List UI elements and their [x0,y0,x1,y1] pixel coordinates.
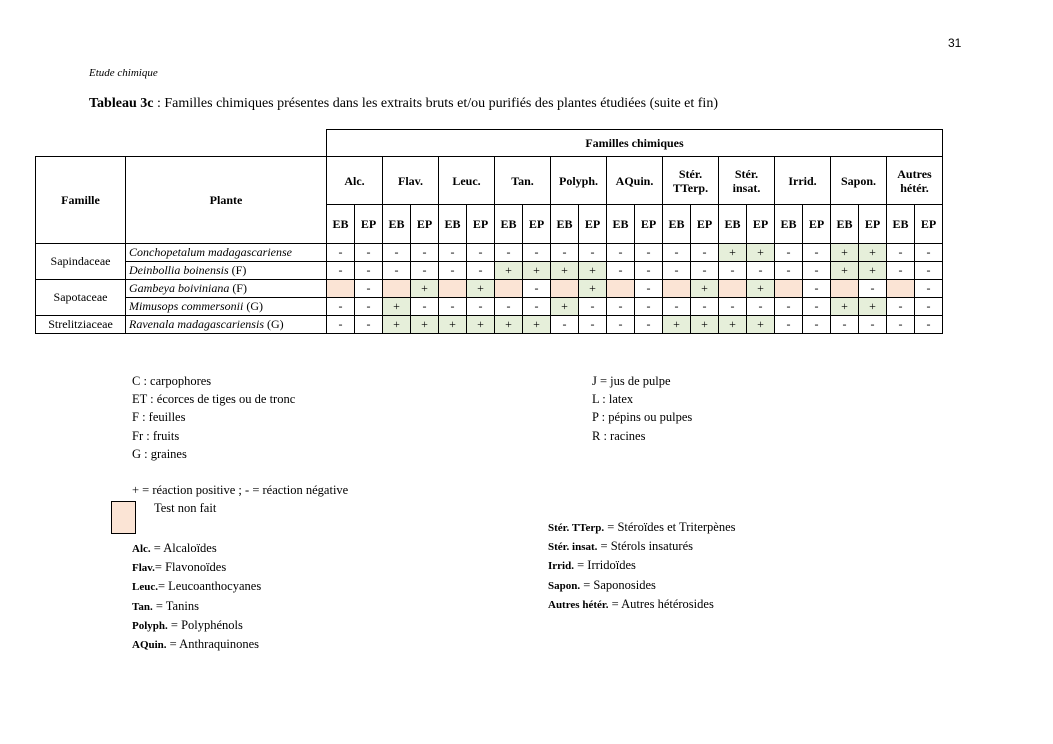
result-cell: - [663,244,691,262]
result-cell: - [635,244,663,262]
abbrev-term: AQuin. [132,639,167,652]
header-blank [36,130,327,157]
result-cell [439,280,467,298]
result-cell: - [831,316,859,334]
result-cell: - [579,244,607,262]
legend-line: C : carpophores [132,374,212,388]
result-cell: - [887,262,915,280]
result-cell: + [719,316,747,334]
result-cell: - [887,244,915,262]
result-cell: - [523,244,551,262]
result-cell: - [775,244,803,262]
result-cell: - [607,298,635,316]
abbrev-sep: = [580,577,594,592]
subcol-header: EP [859,205,887,244]
result-cell: - [411,244,439,262]
not-done-swatch [111,501,136,534]
legend-line: Fr : fruits [132,428,180,443]
abbrev-definition: Anthraquinones [179,637,260,652]
result-cell: - [859,280,887,298]
result-cell: - [355,316,383,334]
result-cell: + [467,316,495,334]
result-cell: - [747,298,775,316]
result-cell: - [411,298,439,316]
group-header: Autres hétér. [887,157,943,205]
abbrev-line [548,595,736,614]
abbrev-legend-left [132,539,261,654]
result-cell: - [775,262,803,280]
table-row [36,280,943,298]
group-header: Stér. TTerp. [663,157,719,205]
abbrev-sep: = [597,539,611,554]
result-cell: - [551,244,579,262]
running-head: Etude chimique [89,67,158,79]
plant-cell [126,280,327,298]
abbrev-definition: Saponosides [593,577,656,592]
abbrev-line [132,597,261,616]
subcol-header: EP [523,205,551,244]
plant-cell [126,316,327,334]
result-cell: - [803,280,831,298]
subcol-header: EB [551,205,579,244]
plant-name: Gambeya boiviniana [129,281,230,295]
result-cell: - [635,298,663,316]
plant-cell [126,298,327,316]
subcol-header: EP [691,205,719,244]
result-cell: - [495,244,523,262]
result-cell: - [691,298,719,316]
family-cell: Sapotaceae [36,280,126,316]
result-cell: - [859,316,887,334]
result-cell: - [579,298,607,316]
group-header: AQuin. [607,157,663,205]
abbrev-definition: Autres hétérosides [621,596,714,611]
plant-organ: (G) [263,317,284,331]
abbrev-definition: Polyphénols [181,617,243,632]
subcol-header: EB [663,205,691,244]
result-cell: - [327,298,355,316]
subcol-header: EP [579,205,607,244]
abbrev-line [132,539,261,558]
group-header: Polyph. [551,157,607,205]
result-cell: - [355,280,383,298]
plant-cell [126,244,327,262]
subcol-header: EP [411,205,439,244]
abbrev-sep: = [152,598,166,613]
result-cell: - [775,298,803,316]
result-cell: + [495,316,523,334]
group-header: Stér. insat. [719,157,775,205]
result-cell: - [915,262,943,280]
result-cell: - [915,244,943,262]
result-cell [887,280,915,298]
result-cell: - [523,280,551,298]
group-header: Leuc. [439,157,495,205]
result-cell: - [635,280,663,298]
result-cell: + [551,298,579,316]
abbrev-line [548,518,736,537]
result-cell: - [803,316,831,334]
subcol-header: EB [775,205,803,244]
result-cell: - [719,298,747,316]
result-cell: + [831,298,859,316]
legend-line: R : racines [592,428,646,443]
result-cell: - [467,298,495,316]
result-cell: - [663,262,691,280]
abbrev-term: Tan. [132,600,153,613]
abbrev-term: Polyph. [132,619,168,632]
family-cell: Strelitziaceae [36,316,126,334]
reaction-legend: + = réaction positive ; - = réaction négative [132,483,349,497]
table-row [36,316,943,334]
organ-legend-right [592,372,692,445]
result-cell: - [551,316,579,334]
caption-label: Tableau 3c [89,96,154,111]
result-cell: - [327,262,355,280]
result-cell: - [915,316,943,334]
result-cell: + [523,262,551,280]
subcol-header: EB [383,205,411,244]
group-header: Tan. [495,157,551,205]
abbrev-line [132,635,261,654]
result-cell [383,280,411,298]
result-cell: - [327,316,355,334]
family-cell: Sapindaceae [36,244,126,280]
chemical-families-table [35,129,943,334]
result-cell: - [691,262,719,280]
group-header: Sapon. [831,157,887,205]
legend-line: F : feuilles [132,410,186,425]
abbrev-line [132,616,261,635]
result-cell: - [915,298,943,316]
result-cell: + [747,316,775,334]
abbrev-sep: = [167,617,182,632]
abbrev-term: Leuc. [132,581,158,594]
abbrev-term: Stér. TTerp. [548,522,605,534]
result-cell: + [691,316,719,334]
abbrev-sep: = [157,579,169,594]
plant-organ: (F) [229,281,247,295]
subcol-header: EB [439,205,467,244]
abbrev-sep: = [154,560,166,575]
abbrev-term: Autres hétér. [548,598,609,611]
header-group-title: Familles chimiques [327,130,943,157]
plant-cell [126,262,327,280]
abbrev-legend-right [548,518,736,614]
col-header-plante: Plante [126,157,327,244]
table-row [36,244,943,262]
group-header: Irrid. [775,157,831,205]
result-cell: - [439,244,467,262]
result-cell: + [719,244,747,262]
result-cell: + [523,316,551,334]
abbrev-line [548,556,736,575]
caption-text: : Familles chimiques présentes dans les extraits bruts et/ou purifiés des plantes étudiées (suite et fin) [153,96,718,111]
result-cell: + [859,244,887,262]
abbrev-sep: = [604,520,618,534]
result-cell: - [803,244,831,262]
abbrev-sep: = [608,596,622,611]
result-cell: - [607,316,635,334]
result-cell: - [915,280,943,298]
result-cell: - [467,262,495,280]
legend-line: L : latex [592,392,634,407]
result-cell: + [859,298,887,316]
result-cell: - [719,262,747,280]
abbrev-line [548,537,736,556]
abbrev-line [548,576,736,595]
subcol-header: EP [355,205,383,244]
result-cell: - [803,262,831,280]
group-header: Alc. [327,157,383,205]
result-cell: - [775,316,803,334]
result-cell: + [467,280,495,298]
result-cell: - [607,262,635,280]
subcol-header: EB [831,205,859,244]
result-cell: - [355,244,383,262]
page-number: 31 [948,36,962,50]
result-cell: + [439,316,467,334]
result-cell [663,280,691,298]
abbrev-sep: = [166,637,180,652]
result-cell: + [579,280,607,298]
col-header-famille: Famille [36,157,126,244]
result-cell [551,280,579,298]
result-cell: - [635,262,663,280]
abbrev-definition: Flavonoïdes [165,560,227,575]
result-cell: + [747,244,775,262]
result-cell: - [355,262,383,280]
abbrev-term: Alc. [132,543,151,555]
result-cell: + [831,244,859,262]
result-cell: - [439,298,467,316]
subcol-header: EB [327,205,355,244]
result-cell: - [747,262,775,280]
abbrev-definition: Leucoanthocyanes [168,579,262,594]
result-cell: + [411,280,439,298]
abbrev-definition: Tanins [165,598,199,613]
result-cell: + [383,298,411,316]
result-cell: + [747,280,775,298]
result-cell: - [383,262,411,280]
result-cell: - [355,298,383,316]
result-cell: - [635,316,663,334]
result-cell: + [579,262,607,280]
result-cell: + [551,262,579,280]
subcol-header: EP [803,205,831,244]
plant-name: Deinbollia boinensis [129,263,229,277]
legend-line: ET : écorces de tiges ou de tronc [132,392,296,407]
result-cell: - [887,298,915,316]
abbrev-term: Sapon. [548,579,581,592]
result-cell: - [495,298,523,316]
legend-line: J = jus de pulpe [592,374,671,388]
table-caption [89,96,718,112]
group-header: Flav. [383,157,439,205]
plant-name: Ravenala madagascariensis [129,317,264,331]
abbrev-term: Irrid. [548,560,574,573]
result-cell: + [411,316,439,334]
abbrev-definition: Stéroïdes et Triterpènes [617,520,736,534]
subcol-header: EP [747,205,775,244]
result-cell: + [859,262,887,280]
abbrev-line [132,577,261,596]
abbrev-term: Flav. [132,562,155,575]
result-cell: - [579,316,607,334]
subcol-header: EB [719,205,747,244]
plant-organ: (F) [228,263,247,277]
abbrev-sep: = [150,541,164,555]
result-cell [775,280,803,298]
result-cell [719,280,747,298]
table-row [36,262,943,280]
abbrev-term: Stér. insat. [548,541,598,554]
result-cell: + [663,316,691,334]
result-cell: + [831,262,859,280]
result-cell: + [383,316,411,334]
result-cell: + [691,280,719,298]
result-cell [327,280,355,298]
plant-name: Conchopetalum madagascariense [129,245,292,259]
result-cell: - [439,262,467,280]
abbrev-definition: Alcaloïdes [163,541,217,555]
result-cell: - [523,298,551,316]
result-cell: - [383,244,411,262]
result-cell: - [467,244,495,262]
abbrev-definition: Stérols insaturés [610,539,694,554]
plant-name: Mimusops commersonii [129,299,244,313]
result-cell: - [663,298,691,316]
result-cell: - [691,244,719,262]
result-cell [495,280,523,298]
subcol-header: EB [887,205,915,244]
plant-organ: (G) [243,299,263,313]
abbrev-sep: = [573,558,588,573]
result-cell: - [327,244,355,262]
organ-legend-left [132,372,295,463]
result-cell [607,280,635,298]
table-row [36,298,943,316]
subcol-header: EP [635,205,663,244]
result-cell [831,280,859,298]
legend-line: G : graines [132,446,187,461]
subcol-header: EB [607,205,635,244]
legend-line: P : pépins ou pulpes [592,410,693,425]
not-done-legend: Test non fait [154,501,217,515]
abbrev-line [132,558,261,577]
result-cell: - [411,262,439,280]
subcol-header: EB [495,205,523,244]
result-cell: - [887,316,915,334]
abbrev-definition: Irridoïdes [587,558,636,573]
result-cell: - [607,244,635,262]
result-cell: + [495,262,523,280]
subcol-header: EP [467,205,495,244]
result-cell: - [803,298,831,316]
subcol-header: EP [915,205,943,244]
